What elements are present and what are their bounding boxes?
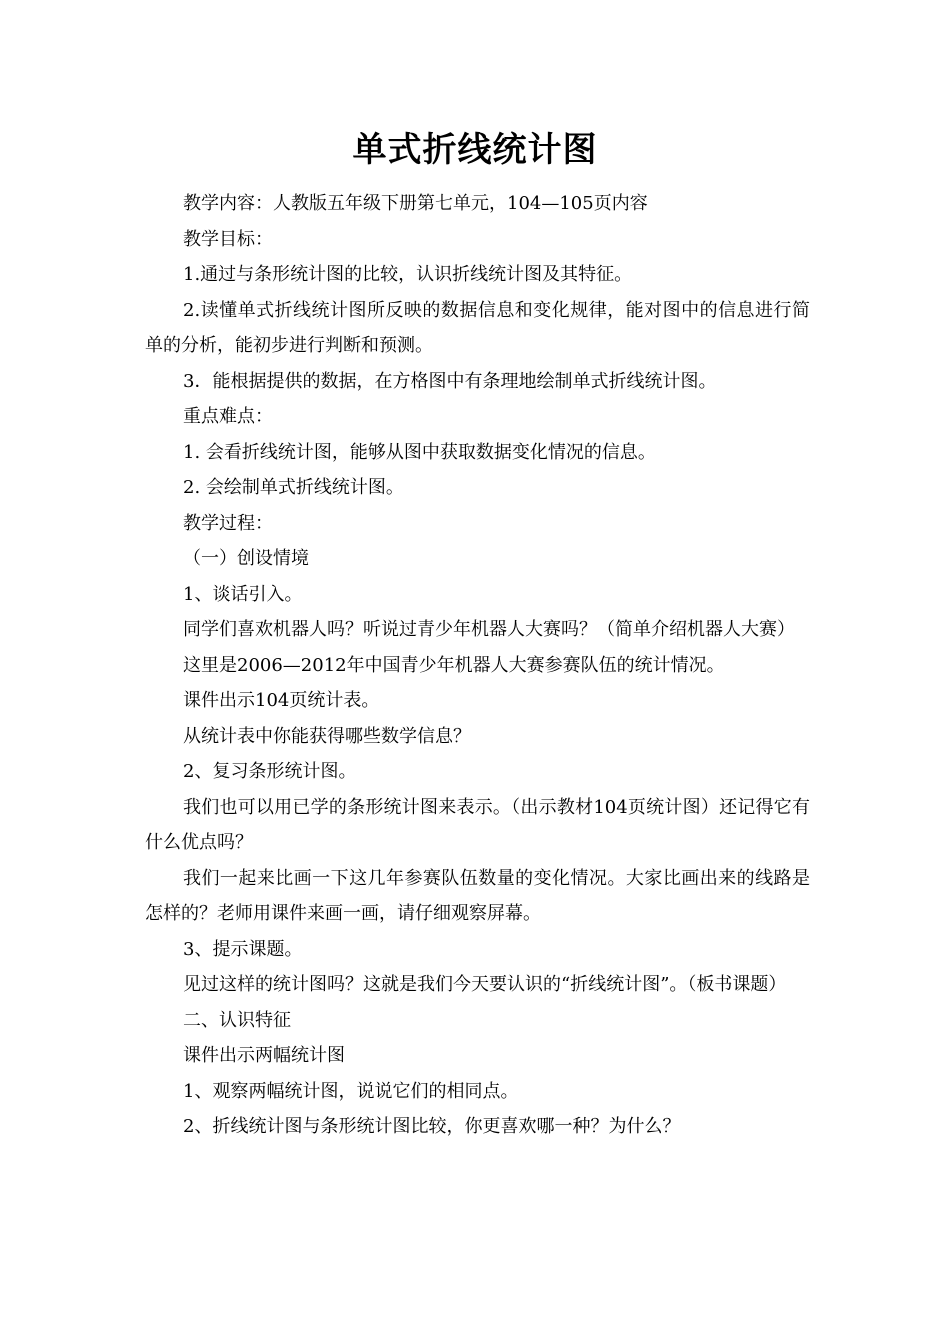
paragraph: 教学内容：人教版五年级下册第七单元，104—105页内容 (183, 193, 648, 214)
paragraph: 2.读懂单式折线统计图所反映的数据信息和变化规律，能对图中的信息进行简单的分析，能初步进行判断和预测。 (145, 299, 810, 356)
paragraph: 2、复习条形统计图。 (183, 761, 357, 782)
paragraph: 见过这样的统计图吗？这就是我们今天要认识的“折线统计图”。（板书课题） (183, 974, 787, 995)
paragraph: 重点难点： (183, 406, 273, 427)
paragraph: 2. 会绘制单式折线统计图。 (183, 477, 404, 498)
paragraph: 我们一起来比画一下这几年参赛队伍数量的变化情况。大家比画出来的线路是怎样的？老师用课件来画一画，请仔细观察屏幕。 (145, 867, 810, 924)
paragraph: 二、认识特征 (183, 1009, 291, 1031)
paragraph: 3．能根据提供的数据，在方格图中有条理地绘制单式折线统计图。 (183, 370, 717, 392)
page-title: 单式折线统计图 (352, 130, 598, 170)
paragraph: 同学们喜欢机器人吗？听说过青少年机器人大赛吗？（简单介绍机器人大赛） (183, 619, 795, 640)
paragraph: 1. 会看折线统计图，能够从图中获取数据变化情况的信息。 (183, 441, 656, 463)
paragraph: 课件出示104页统计表。 (183, 690, 380, 711)
paragraph: 1.通过与条形统计图的比较，认识折线统计图及其特征。 (183, 264, 633, 285)
paragraph: 教学目标： (183, 228, 273, 250)
paragraph: 3、提示课题。 (183, 938, 303, 960)
paragraph: 这里是2006—2012年中国青少年机器人大赛参赛队伍的统计情况。 (183, 654, 725, 676)
document-body (145, 186, 810, 1145)
paragraph: 我们也可以用已学的条形统计图来表示。（出示教材104页统计图）还记得它有什么优点吗？ (145, 796, 810, 853)
paragraph: （一）创设情境 (183, 548, 309, 569)
paragraph: 从统计表中你能获得哪些数学信息？ (183, 725, 471, 747)
paragraph: 教学过程： (183, 512, 273, 534)
paragraph: 2、折线统计图与条形统计图比较，你更喜欢哪一种？为什么？ (183, 1116, 681, 1137)
paragraph: 课件出示两幅统计图 (183, 1045, 345, 1066)
paragraph: 1、谈话引入。 (183, 583, 303, 605)
paragraph: 1、观察两幅统计图，说说它们的相同点。 (183, 1080, 519, 1102)
